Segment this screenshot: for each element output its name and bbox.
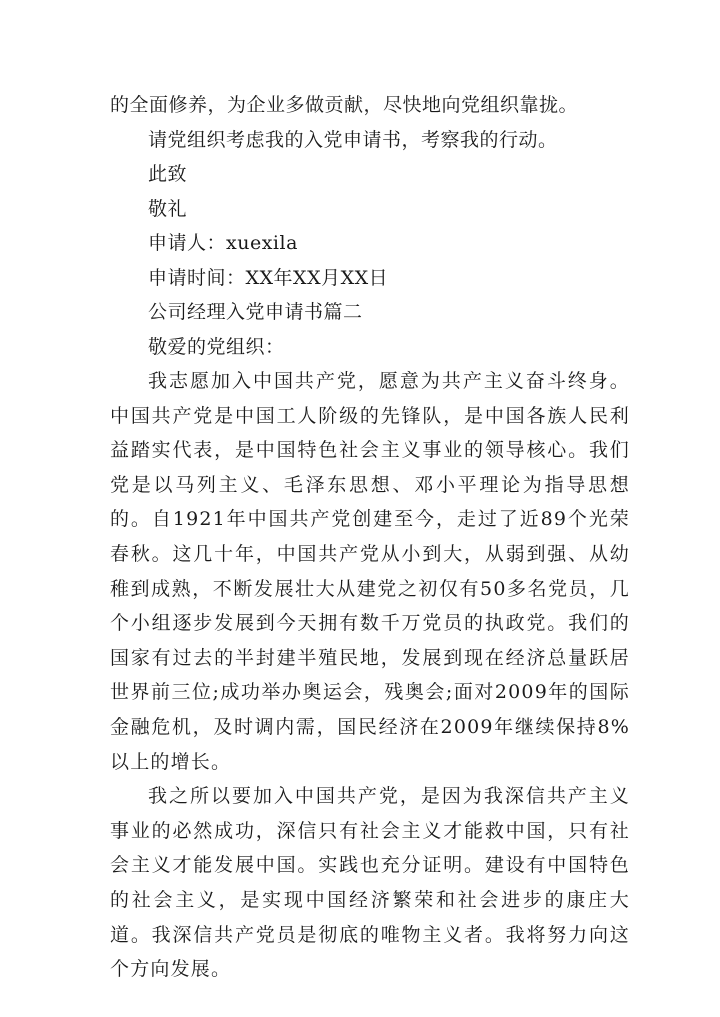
document-page bbox=[110, 88, 630, 987]
section-title: 公司经理入党申请书篇二 bbox=[148, 301, 363, 323]
application-date: 申请时间：XX年XX月XX日 bbox=[148, 266, 389, 289]
applicant-name: 申请人：xuexila bbox=[148, 232, 298, 254]
closing-regards: 敬礼 bbox=[148, 197, 188, 220]
body-paragraph: 我之所以要加入中国共产党，是因为我深信共产主义事业的必然成功，深信只有社会主义才能救中国，只有社会主义才能发展中国。实践也充分证明。建设有中国特色的社会主义，是实现中国经济繁荣和社会进步的康庄大道。我深信共产党员是彻底的唯物主义者。我将努力向这个方向发展。 bbox=[110, 785, 630, 981]
text-line: 请党组织考虑我的入党申请书，考察我的行动。 bbox=[148, 128, 558, 151]
text-line: 的全面修养，为企业多做贡献，尽快地向党组织靠拢。 bbox=[110, 94, 579, 116]
closing-salutation: 此致 bbox=[148, 163, 188, 185]
greeting: 敬爱的党组织： bbox=[148, 335, 285, 358]
body-paragraph: 我志愿加入中国共产党，愿意为共产主义奋斗终身。中国共产党是中国工人阶级的先锋队，是中国各族人民利益踏实代表，是中国特色社会主义事业的领导核心。我们党是以马列主义、毛泽东思想、邓小平理论为指导思想的。自1921年中国共产党创建至今，走过了近89个光荣春秋。这几十年，中国共产党从小到大，从弱到强、从幼稚到成熟，不断发展壮大从建党之初仅有50多名党员，几个小组逐步发展到今天拥有数千万党员的执政党。我们的国家有过去的半封建半殖民地，发展到现在经济总量跃居世界前三位;成功举办奥运会，残奥会;面对2009年的国际金融危机，及时调内需，国民经济在2009年继续保持8%以上的增长。 bbox=[110, 370, 630, 773]
